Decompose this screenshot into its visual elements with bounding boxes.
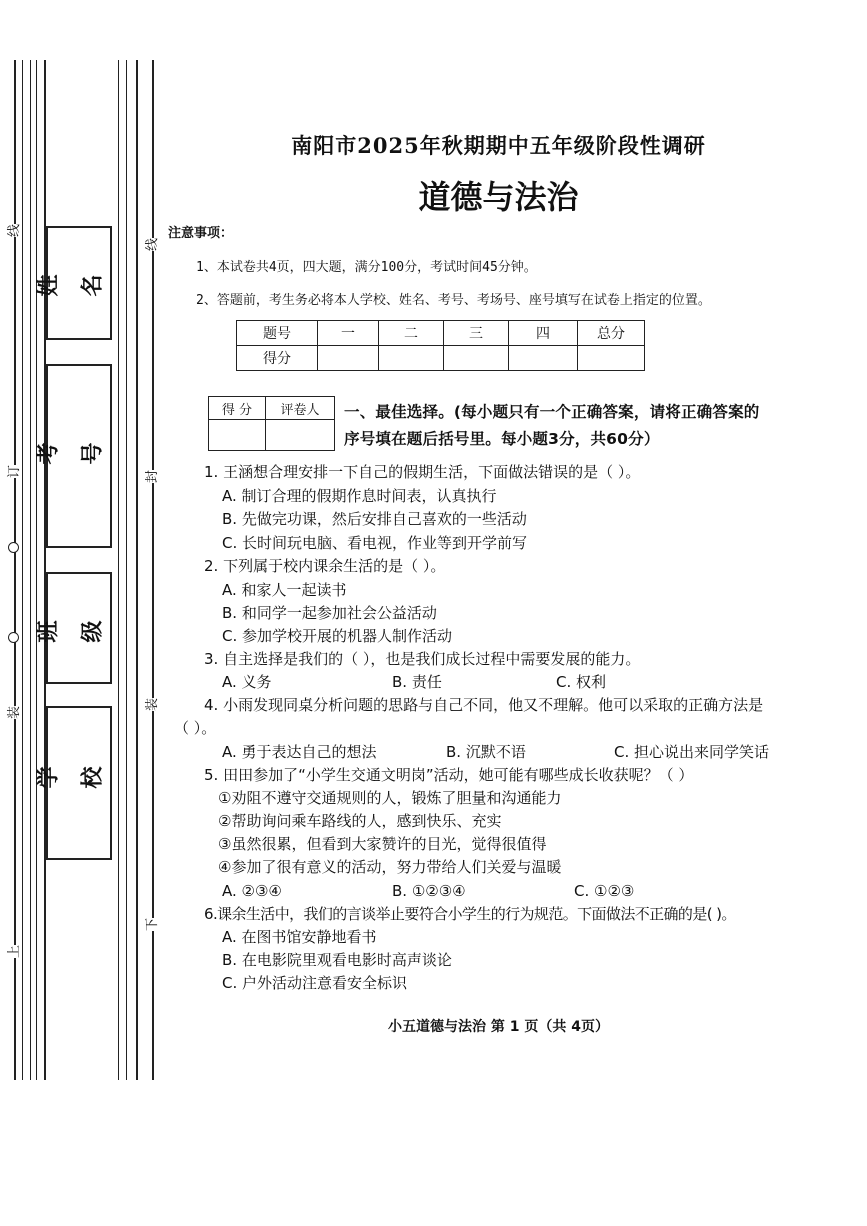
statement-item: ①劝阻不遵守交通规则的人，锻炼了胆量和沟通能力 (218, 789, 562, 807)
notice-item: 1、本试卷共4页，四大题，满分100分，考试时间45分钟。 (196, 260, 537, 275)
question-stem-cont: （ ）。 (174, 719, 217, 737)
option[interactable]: C. 权利 (556, 673, 607, 691)
class-label: 班级 (36, 621, 124, 646)
notice-title: 注意事项： (168, 226, 234, 241)
score-table-header: 四 (509, 321, 578, 346)
section-heading: 一、最佳选择。(每小题只有一个正确答案，请将正确答案的 (344, 403, 760, 421)
class-field[interactable] (36, 572, 124, 684)
option[interactable]: B. ①②③④ (392, 882, 466, 900)
score-table-header: 总分 (578, 321, 645, 346)
exam-number-field[interactable] (36, 364, 124, 548)
binding-char: 线 (145, 237, 161, 252)
binding-char: 下 (145, 917, 161, 932)
option[interactable]: A. 义务 (222, 673, 272, 691)
score-cell[interactable] (578, 346, 645, 371)
notice-item: 2、答题前，考生务必将本人学校、姓名、考号、考场号、座号填写在试卷上指定的位置。 (196, 293, 711, 308)
score-table-header: 二 (379, 321, 444, 346)
option[interactable]: B. 沉默不语 (446, 743, 526, 761)
binding-hole (8, 632, 19, 643)
grader-score-header: 得 分 (209, 397, 266, 420)
question-stem: 3. 自主选择是我们的（ ），也是我们成长过程中需要发展的能力。 (204, 650, 641, 668)
option[interactable]: A. 制订合理的假期作息时间表，认真执行 (222, 487, 497, 505)
option[interactable]: C. 户外活动注意看安全标识 (222, 974, 408, 992)
option[interactable]: C. 长时间玩电脑、看电视，作业等到开学前写 (222, 534, 528, 552)
score-table-score-row (237, 346, 645, 371)
exam-title: 南阳市2025年秋期期中五年级阶段性调研 (291, 133, 706, 158)
question-stem: 6.课余生活中，我们的言谈举止要符合小学生的行为规范。下面做法不正确的是( )。 (204, 905, 736, 923)
binding-char: 装 (145, 697, 161, 712)
section-heading-cont: 序号填在题后括号里。每小题3分，共60分） (344, 430, 660, 448)
score-table-header: 三 (444, 321, 509, 346)
subject-title: 道德与法治 (418, 178, 579, 216)
option[interactable]: C. 担心说出来同学笑话 (614, 743, 770, 761)
question-stem: 1. 王涵想合理安排一下自己的假期生活，下面做法错误的是（ ）。 (204, 463, 641, 481)
score-row-label: 得分 (237, 346, 318, 371)
grader-name-cell[interactable] (266, 420, 335, 451)
school-field[interactable] (36, 706, 124, 860)
page-footer: 小五道德与法治 第 1 页（共 4页） (388, 1019, 609, 1035)
option[interactable]: C. 参加学校开展的机器人制作活动 (222, 627, 453, 645)
score-cell[interactable] (509, 346, 578, 371)
binding-char: 上 (7, 944, 23, 959)
grader-table (208, 396, 335, 451)
score-table (236, 320, 645, 371)
score-table-header: 一 (318, 321, 379, 346)
option[interactable]: B. 和同学一起参加社会公益活动 (222, 604, 437, 622)
option[interactable]: A. 勇于表达自己的想法 (222, 743, 377, 761)
grader-score-cell[interactable] (209, 420, 266, 451)
score-cell[interactable] (379, 346, 444, 371)
option[interactable]: B. 责任 (392, 673, 442, 691)
score-table-header-row (237, 321, 645, 346)
score-table-header: 题号 (237, 321, 318, 346)
statement-item: ④参加了很有意义的活动，努力带给人们关爱与温暖 (218, 858, 562, 876)
binding-hole (8, 542, 19, 553)
score-cell[interactable] (318, 346, 379, 371)
question-stem: 5. 田田参加了“小学生交通文明岗”活动，她可能有哪些成长收获呢？（ ） (204, 766, 694, 784)
binding-char: 线 (7, 223, 23, 238)
name-label: 姓名 (36, 275, 124, 300)
option[interactable]: A. ②③④ (222, 882, 282, 900)
binding-char: 封 (145, 469, 161, 484)
option[interactable]: B. 先做完功课，然后安排自己喜欢的一些活动 (222, 510, 527, 528)
question-stem: 2. 下列属于校内课余生活的是（ ）。 (204, 557, 446, 575)
binding-char: 装 (7, 705, 23, 720)
statement-item: ②帮助询问乘车路线的人，感到快乐、充实 (218, 812, 502, 830)
grader-name-header: 评卷人 (266, 397, 335, 420)
option[interactable]: C. ①②③ (574, 882, 635, 900)
exam-number-label: 考号 (36, 443, 124, 468)
question-stem: 4. 小雨发现同桌分析问题的思路与自己不同，他又不理解。他可以采取的正确方法是 (204, 696, 764, 714)
school-label: 学校 (36, 767, 124, 792)
option[interactable]: A. 在图书馆安静地看书 (222, 928, 377, 946)
score-cell[interactable] (444, 346, 509, 371)
statement-item: ③虽然很累，但看到大家赞许的目光，觉得很值得 (218, 835, 547, 853)
name-field[interactable] (36, 226, 124, 340)
binding-char: 订 (7, 464, 23, 479)
option[interactable]: A. 和家人一起读书 (222, 581, 347, 599)
option[interactable]: B. 在电影院里观看电影时高声谈论 (222, 951, 452, 969)
